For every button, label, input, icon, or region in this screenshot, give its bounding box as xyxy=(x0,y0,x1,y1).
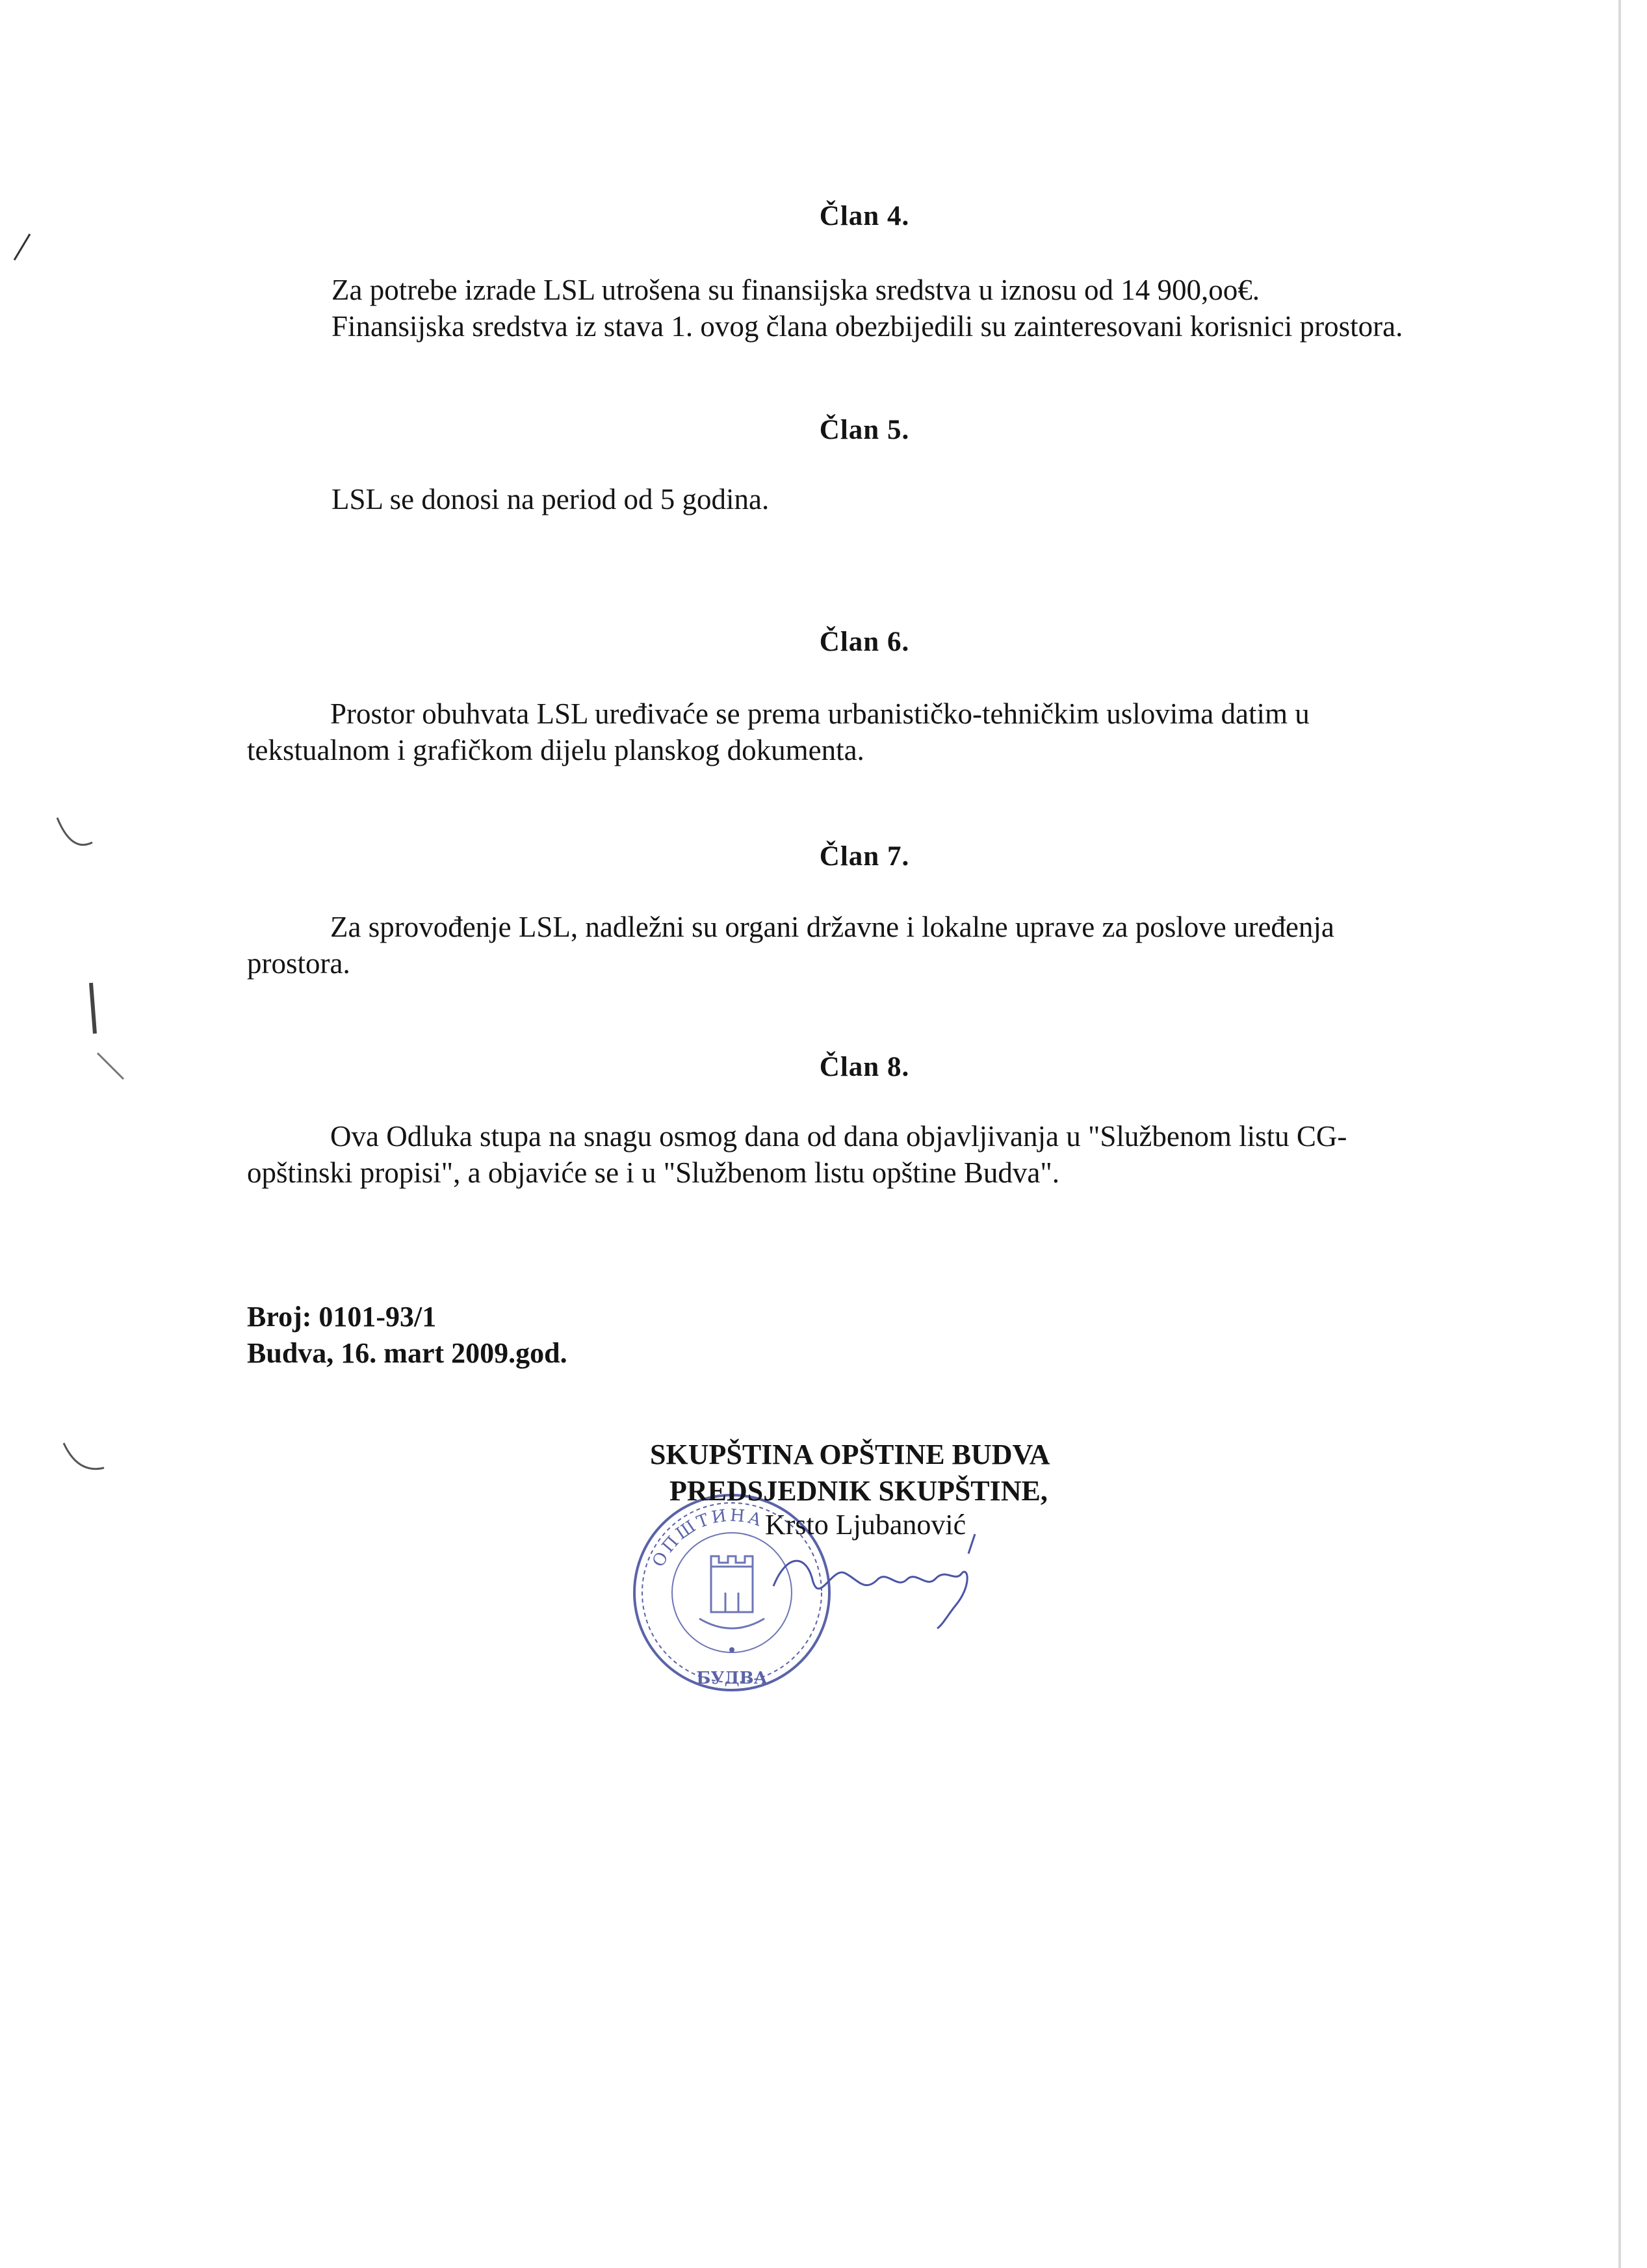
reference-block xyxy=(247,1299,567,1372)
article-5-line-1: LSL se donosi na period od 5 godina. xyxy=(331,483,770,515)
article-8-line-1: Ova Odluka stupa na snagu osmog dana od dana objavljivanja u "Službenom listu CG- xyxy=(330,1120,1347,1153)
reference-number: Broj: 0101-93/1 xyxy=(247,1301,437,1333)
scan-edge-line xyxy=(1618,0,1621,2268)
article-5-body xyxy=(331,481,769,517)
article-6-line-1: Prostor obuhvata LSL uređivaće se prema urbanističko-tehničkim uslovima datim u xyxy=(330,697,1310,730)
article-4-heading: Član 4. xyxy=(819,201,910,231)
article-8-line-2: opštinski propisi", a objaviće se i u "Službenom listu opštine Budva". xyxy=(247,1156,1060,1189)
signatory-title: PREDSJEDNIK SKUPŠTINE, xyxy=(669,1475,1048,1507)
institution-name: SKUPŠTINA OPŠTINE BUDVA xyxy=(650,1439,1050,1470)
article-5-heading: Član 5. xyxy=(819,415,910,445)
signature-block xyxy=(650,1437,1050,1509)
left-margin-scan-marks xyxy=(0,0,195,2268)
article-8-heading: Član 8. xyxy=(819,1052,910,1082)
article-6-body xyxy=(247,696,1310,768)
article-4-line-1: Za potrebe izrade LSL utrošena su finansijska sredstva u iznosu od 14 900,oo€. xyxy=(331,274,1260,306)
article-6-heading: Član 6. xyxy=(819,627,910,657)
article-8-body xyxy=(247,1118,1347,1191)
place-date: Budva, 16. mart 2009.god. xyxy=(247,1337,567,1369)
article-4-line-2: Finansijska sredstva iz stava 1. ovog člana obezbijedili su zainteresovani korisnici prostora. xyxy=(331,310,1403,343)
article-7-line-1: Za sprovođenje LSL, nadležni su organi državne i lokalne uprave za poslove uređenja xyxy=(330,911,1334,943)
article-7-line-2: prostora. xyxy=(247,947,350,980)
coat-of-arms-icon xyxy=(699,1556,764,1628)
article-6-line-2: tekstualnom i grafičkom dijelu planskog dokumenta. xyxy=(247,734,864,766)
signatory-name: Krsto Ljubanović xyxy=(765,1509,966,1541)
handwritten-signature xyxy=(767,1528,1001,1632)
article-7-body xyxy=(247,909,1334,982)
article-4-body xyxy=(331,272,1403,345)
article-7-heading: Član 7. xyxy=(819,841,910,872)
seal-bottom-text: БУДВА xyxy=(696,1669,768,1688)
seal-top-text: ОПШТИНА xyxy=(649,1505,766,1571)
